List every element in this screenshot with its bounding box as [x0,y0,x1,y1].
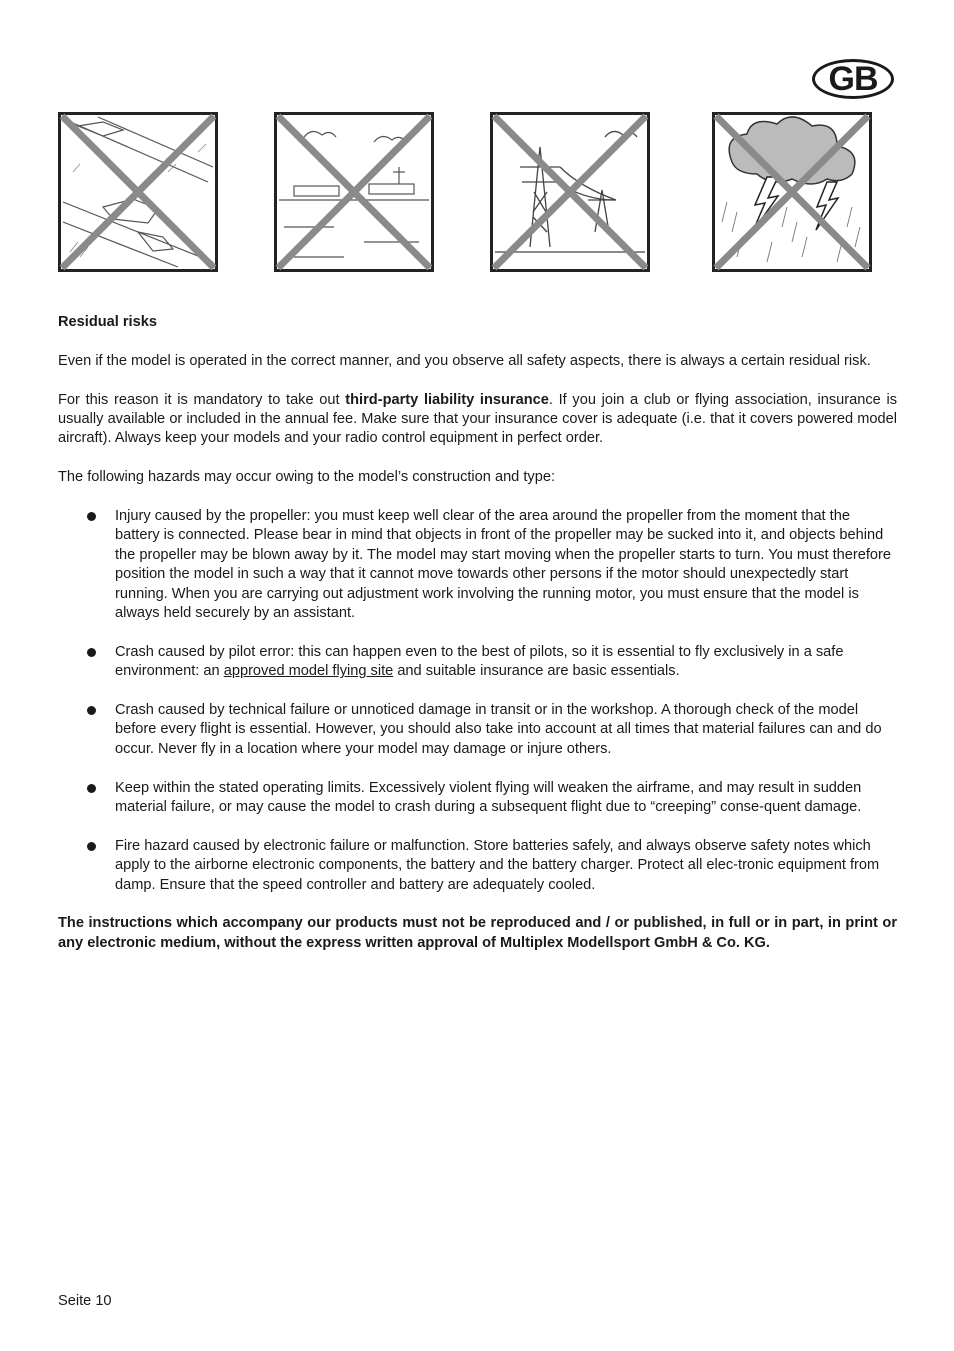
insurance-text-post: . If you join a club or flying association, insurance is usually available or included in the annual fee. Make sure that your insurance cover is adequate (i.e. that it covers powered model aircraft). Always keep your models and your radio control equipment in perfect order. [58,391,897,447]
bullet-icon [87,648,96,657]
no-flying-in-thunderstorms-icon [712,112,872,272]
page-number: Seite 10 [58,1293,112,1309]
hazard-list [58,507,897,895]
intro-paragraph: Even if the model is operated in the correct manner, and you observe all safety aspects, there is always a certain residual risk. [58,352,871,369]
list-item-text: Injury caused by the propeller: you must keep well clear of the area around the propeller from the moment that the battery is connected. Please bear in mind that objects in front of the propeller may be sucked into it, and objects behind the propeller may be blown away by it. The model may start moving when the propeller starts to turn. You must therefore position the model in such a way that it cannot move towards other persons if the motor should unexpectedly start running. When you are carrying out adjustment work involving the running motor, you must ensure that the model is always held securely by an assistant. [115,508,892,622]
approved-site-link: approved model flying site [223,663,394,680]
list-item-text: Keep within the stated operating limits. Excessively violent flying will weaken the airframe, and may result in sudden material failure, or may cause the model to crash during a subsequent flight due to “creeping” conse-quent damage. [115,779,862,816]
list-item-text: Fire hazard caused by electronic failure or malfunction. Store batteries safely, and always observe safety notes which apply to the airborne electronic components, the battery and the battery charger. Protect all elec-tronic equipment from damp. Ensure that the speed controller and battery are adequately cooled. [115,837,880,893]
list-item [58,837,897,895]
bullet-icon [87,784,96,793]
insurance-paragraph [58,391,897,449]
copyright-notice: The instructions which accompany our products must not be reproduced and / or published, in full or in part, in print or any electronic medium, without the express written approval of Multiplex Modellsport GmbH & Co. KG. [58,915,897,951]
no-flying-near-power-lines-icon [490,112,650,272]
no-flying-near-roads-icon [58,112,218,272]
list-item-text: and suitable insurance are basic essentials. [393,663,680,680]
no-flying-near-railways-icon [274,112,434,272]
list-item [58,779,897,818]
section-heading: Residual risks [58,314,157,330]
list-item [58,507,897,623]
bullet-icon [87,512,96,521]
list-item-text: Crash caused by pilot error: this can happen even to the best of pilots, so it is essential to fly exclusively in a safe environment: an [115,643,844,680]
residual-risks-section [58,313,897,953]
list-item [58,643,897,682]
prohibition-pictograms [0,112,954,274]
list-item [58,701,897,759]
insurance-emphasis: third-party liability insurance [345,391,549,408]
bullet-icon [87,706,96,715]
hazards-lead: The following hazards may occur owing to the model’s construction and type: [58,469,555,486]
insurance-text-pre: For this reason it is mandatory to take out [58,391,346,408]
country-badge-label: GB [828,60,878,98]
country-badge [812,59,894,99]
bullet-icon [87,842,96,851]
list-item-text: Crash caused by technical failure or unnoticed damage in transit or in the workshop. A thorough check of the model before every flight is essential. However, you should also take into account at all times that material failures can and do occur. Never fly in a location where your model may damage or injure others. [115,702,882,757]
